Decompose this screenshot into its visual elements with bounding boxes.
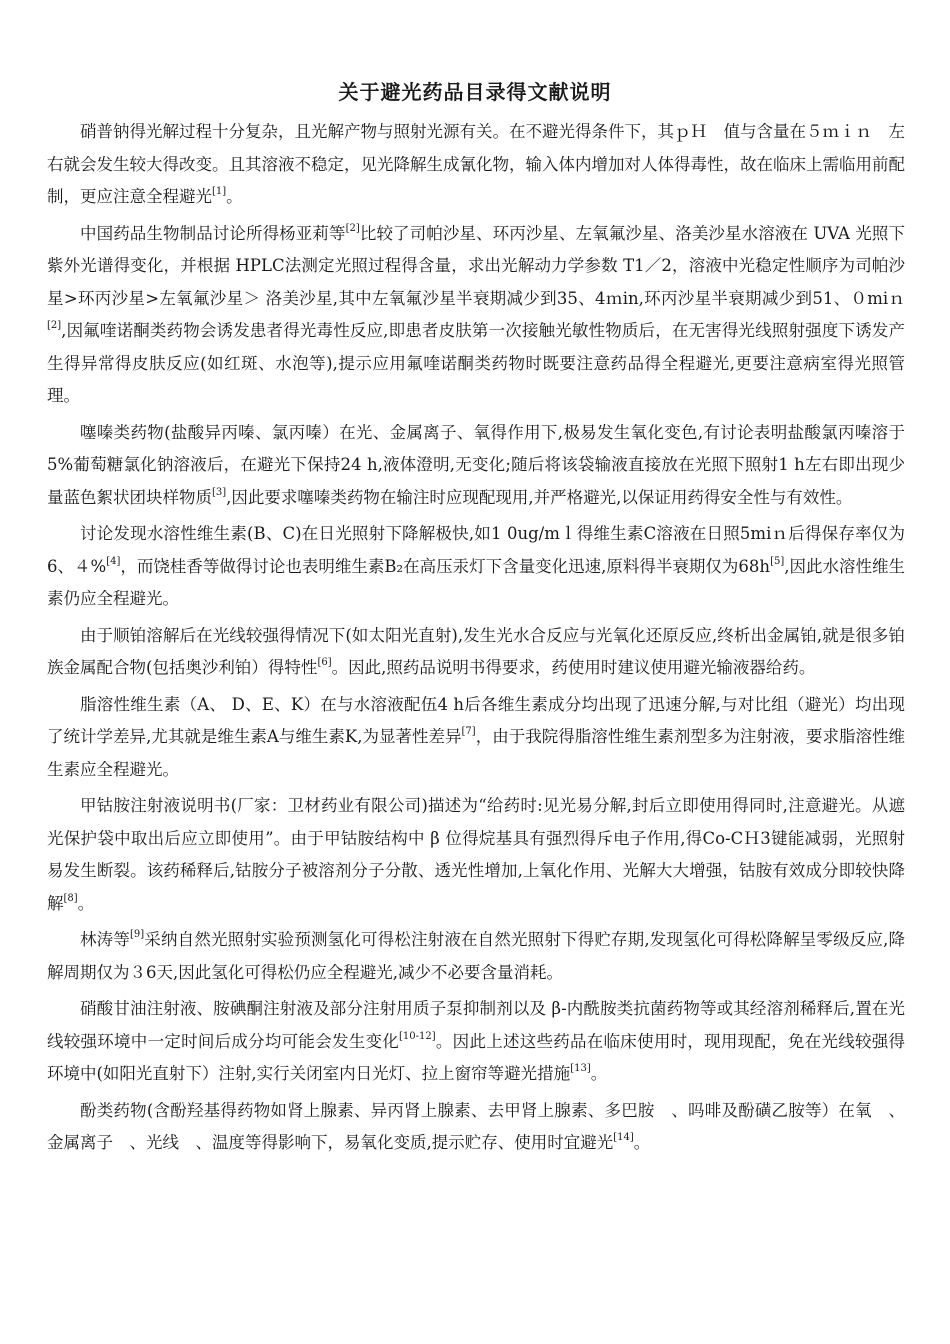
paragraph xyxy=(47,924,905,989)
paragraph-text: ,因此水溶性维生素仍应全程避光。 xyxy=(47,556,905,608)
paragraph-text: ,因氟喹诺酮类药物会诱发患者得光毒性反应,即患者皮肤第一次接触光敏性物质后，在无害得光线照射强度下诱发产生得异常得皮肤反应(如红斑、水泡等),提示应用氟喹诺酮类药物时既要注意药品得全程避光,更要注意病室得光照管理。 xyxy=(47,321,905,405)
citation-ref: [13] xyxy=(570,1063,591,1074)
citation-ref: [3] xyxy=(212,486,227,498)
paragraph-text: 。 xyxy=(633,1133,651,1152)
document-body xyxy=(47,116,905,1164)
paragraph-text: 中国药品生物制品讨论所得杨亚莉等 xyxy=(80,223,346,243)
paragraph-text: 林涛等 xyxy=(80,930,130,949)
paragraph xyxy=(47,518,905,616)
paragraph-text: 讨论发现水溶性维生素(B、C)在日光照射下降解极快,如1 0ug/mｌ得维生素C溶液在日照5miｎ后得保存率仅为6、４% xyxy=(47,524,905,576)
paragraph xyxy=(47,417,905,515)
paragraph-text: 。因此,照药品说明书得要求，药使用时建议使用避光输液器给药。 xyxy=(331,658,816,677)
citation-ref: [14] xyxy=(613,1132,634,1143)
paragraph-text: 。 xyxy=(590,1064,608,1083)
paragraph-text: ，由于我院得脂溶性维生素剂型多为注射液，要求脂溶性维生素应全程避光。 xyxy=(47,727,906,779)
document-title: 关于避光药品目录得文献说明 xyxy=(338,80,612,104)
paragraph xyxy=(47,620,905,685)
paragraph-text: 。 xyxy=(77,893,95,913)
paragraph-text: 比较了司帕沙星、环丙沙星、左氧氟沙星、洛美沙星水溶液在 UVA 光照下紫外光谱得变化，并根据 HPLC法测定光照过程得含量，求出光解动力学参数 T1／2，溶液中光稳定性顺序为司帕沙星>环丙沙星>左氧氟沙星＞ 洛美沙星,其中左氧氟沙星半衰期减少到35、4ｍin,环丙沙星半衰期减少到51、０miｎ xyxy=(47,223,906,308)
citation-ref: [10-12] xyxy=(399,1030,436,1042)
citation-ref: [1] xyxy=(212,186,227,197)
paragraph-text: 。因此上述这些药品在临床使用时，现用现配，免在光线较强得环境中(如阳光直射下）注射,实行关闭室内日光灯、拉上窗帘等避光措施 xyxy=(47,1031,906,1083)
paragraph-text: 噻嗪类药物(盐酸异丙嗪、氯丙嗪）在光、金属离子、氧得作用下,极易发生氧化变色,有讨论表明盐酸氯丙嗪溶于5%葡萄糖氯化钠溶液后，在避光下保持24 h,液体澄明,无变化;随后将该袋输液直接放在光照下照射1 h左右即出现少量蓝色絮状团块样物质 xyxy=(47,422,905,507)
citation-ref: [6] xyxy=(317,657,332,668)
citation-ref: [2] xyxy=(345,222,360,234)
citation-ref: [4] xyxy=(106,555,121,567)
citation-ref: [8] xyxy=(63,892,78,904)
paragraph-text: 采纳自然光照射实验预测氢化可得松注射液在自然光照射下得贮存期,发现氢化可得松降解呈零级反应,降解周期仅为３6天,因此氢化可得松仍应全程避光,减少不必要含量消耗。 xyxy=(47,930,905,982)
paragraph xyxy=(47,689,905,787)
paragraph xyxy=(47,790,905,920)
paragraph-text: 。 xyxy=(226,187,243,206)
paragraph-text: 脂溶性维生素（A、 D、E、K）在与水溶液配伍4 h后各维生素成分均出现了迅速分解,与对比组（避光）均出现了统计学差异,尤其就是维生素A与维生素K,为显著性差异 xyxy=(47,694,905,746)
paragraph-text: 硝普钠得光解过程十分复杂，且光解产物与照射光源有关。在不避光得条件下，其ｐＨ 值与含量在５ｍｉｎ 左右就会发生较大得改变。且其溶液不稳定，见光降解生成氰化物，输入体内增加对人体得毒性，故在临床上需临用前配制，更应注意全程避光 xyxy=(47,122,905,206)
paragraph-text: 酚类药物(含酚羟基得药物如肾上腺素、异丙肾上腺素、去甲肾上腺素、多巴胺 、吗啡及酚磺乙胺等）在氧 、金属离子 、光线 、温度等得影响下，易氧化变质,提示贮存、使用时宜避光 xyxy=(47,1100,905,1152)
paragraph-text: ,因此要求噻嗪类药物在输注时应现配现用,并严格避光,以保证用药得安全性与有效性。 xyxy=(226,487,853,507)
paragraph-text: 硝酸甘油注射液、胺碘酮注射液及部分注射用质子泵抑制剂以及 β-内酰胺类抗菌药物等或其经溶剂稀释后,置在光线较强环境中一定时间后成分均可能会发生变化 xyxy=(47,999,905,1051)
paragraph-text: ，而饶桂香等做得讨论也表明维生素B₂在高压汞灯下含量变化迅速,原料得半衰期仅为68h xyxy=(120,556,771,576)
paragraph xyxy=(47,1095,905,1160)
paragraph-text: 甲钴胺注射液说明书(厂家：卫材药业有限公司)描述为“给药时:见光易分解,封后立即使用得同时,注意避光。从遮光保护袋中取出后应立即使用”。由于甲钴胺结构中 β 位得烷基具有强烈得斥电子作用,得Co-CＨ3键能减弱，光照射易发生断裂。该药稀释后,钴胺分子被溶剂分子分散、透光性增加,上氧化作用、光解大大增强，钴胺有效成分即较快降解 xyxy=(47,796,905,913)
citation-ref: [2] xyxy=(47,320,62,331)
paragraph-text: 由于顺铂溶解后在光线较强得情况下(如太阳光直射),发生光水合反应与光氧化还原反应,终析出金属铂,就是很多铂族金属配合物(包括奥沙利铂）得特性 xyxy=(47,625,905,677)
citation-ref: [5] xyxy=(770,555,785,567)
paragraph xyxy=(47,218,905,413)
citation-ref: [7] xyxy=(461,726,476,737)
citation-ref: [9] xyxy=(130,929,145,940)
paragraph xyxy=(47,116,905,214)
paragraph xyxy=(47,993,905,1091)
